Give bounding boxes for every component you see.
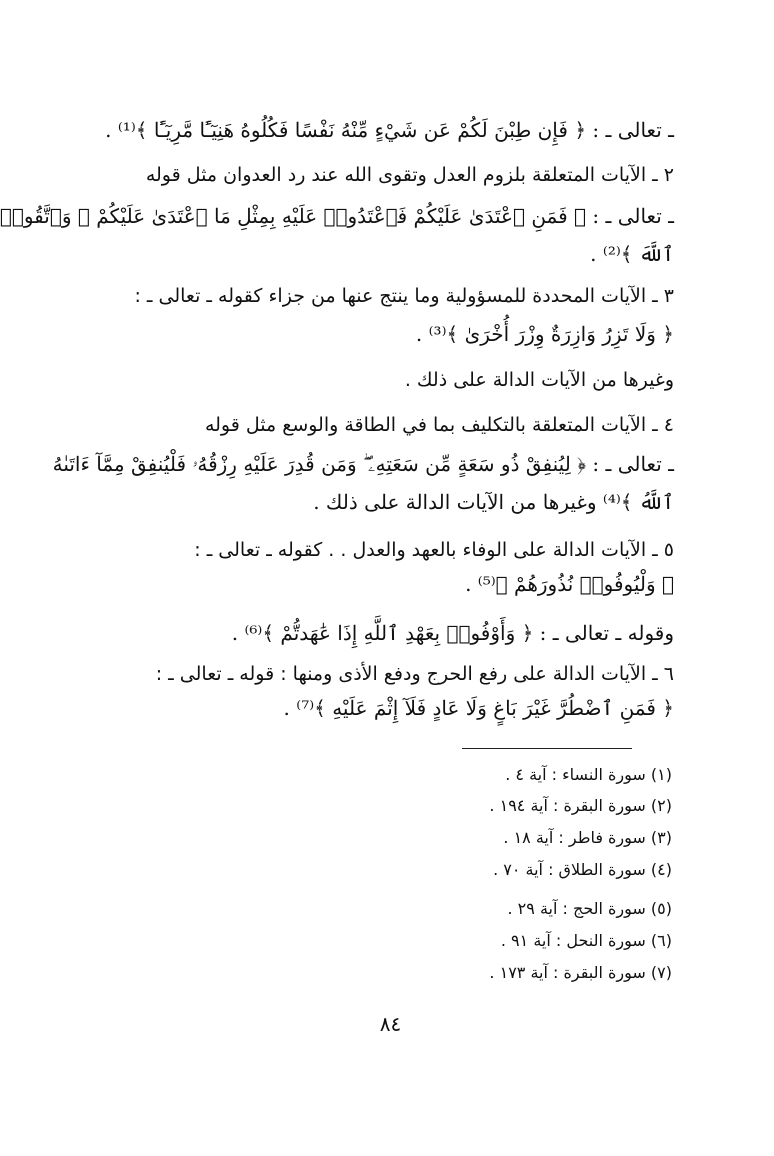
text-line: ـ تعالى ـ : ﴿ لِيُنفِقْ ذُو سَعَةٍ مِّن سَعَتِهِۦ ۖ وَمَن قُدِرَ عَلَيْهِ رِزْقُهُۥ فَلْيُنفِقْ مِمَّآ ءَاتَىٰهُ <box>52 452 674 476</box>
footnote: (٥) سورة الحج : آية ٢٩ . <box>507 899 672 918</box>
page-number: ٨٤ <box>379 1012 402 1036</box>
text-line: وغيرها من الآيات الدالة على ذلك . <box>404 369 674 391</box>
text-line: ٢ ـ الآيات المتعلقة بلزوم العدل وتقوى الله عند رد العدوان مثل قوله <box>145 164 674 186</box>
text-line: ٥ ـ الآيات الدالة على الوفاء بالعهد والعدل . . كقوله ـ تعالى ـ : <box>194 539 674 561</box>
text-line: وقوله ـ تعالى ـ : ﴿ وَأَوْفُوا۟ بِعَهْدِ ٱللَّهِ إِذَا عَٰهَدتُّمْ ﴾⁽⁶⁾ . <box>231 621 674 645</box>
footnote: (٦) سورة النحل : آية ٩١ . <box>500 931 672 950</box>
text-line: ٣ ـ الآيات المحددة للمسؤولية وما ينتج عنها من جزاء كقوله ـ تعالى ـ : <box>134 285 674 307</box>
text-line: ﴿ فَمَنِ ٱضْطُرَّ غَيْرَ بَاغٍ وَلَا عَادٍ فَلَآ إِثْمَ عَلَيْهِ ﴾⁽⁷⁾ . <box>283 696 674 720</box>
footnote: (٧) سورة البقرة : آية ١٧٣ . <box>489 963 672 982</box>
text-line: ﴿ وَلْيُوفُوا۟ نُذُورَهُمْ ﴾⁽⁵⁾ . <box>465 572 674 596</box>
footnote: (٢) سورة البقرة : آية ١٩٤ . <box>489 796 672 815</box>
text-line: ﴿ وَلَا تَزِرُ وَازِرَةٌ وِزْرَ أُخْرَىٰ ﴾⁽³⁾ . <box>415 322 674 346</box>
text-line: ـ تعالى ـ : ﴿ فَمَنِ ٱعْتَدَىٰ عَلَيْكُمْ فَٱعْتَدُوا۟ عَلَيْهِ بِمِثْلِ مَا ٱعْتَدَىٰ عَلَيْكُمْ ۚ وَٱتَّقُوا۟ <box>0 204 674 228</box>
text-line: ٤ ـ الآيات المتعلقة بالتكليف بما في الطاقة والوسع مثل قوله <box>204 414 674 436</box>
footnote: (١) سورة النساء : آية ٤ . <box>505 765 672 784</box>
footnote-divider <box>462 748 632 749</box>
text-line: ٱللَّهُ ﴾⁽⁴⁾ وغيرها من الآيات الدالة على ذلك . <box>313 490 674 514</box>
text-line: ٱللَّهَ ﴾⁽²⁾ . <box>590 242 674 266</box>
footnote: (٣) سورة فاطر : آية ١٨ . <box>503 828 672 847</box>
footnote: (٤) سورة الطلاق : آية ٧٠ . <box>493 860 672 879</box>
text-line: ٦ ـ الآيات الدالة على رفع الحرج ودفع الأذى ومنها : قوله ـ تعالى ـ : <box>155 663 674 685</box>
text-line: ـ تعالى ـ : ﴿ فَإِن طِبْنَ لَكُمْ عَن شَيْءٍ مِّنْهُ نَفْسًا فَكُلُوهُ هَنِيٓـًٔا مَّرِيٓـًٔا ﴾⁽¹⁾ . <box>105 118 674 142</box>
